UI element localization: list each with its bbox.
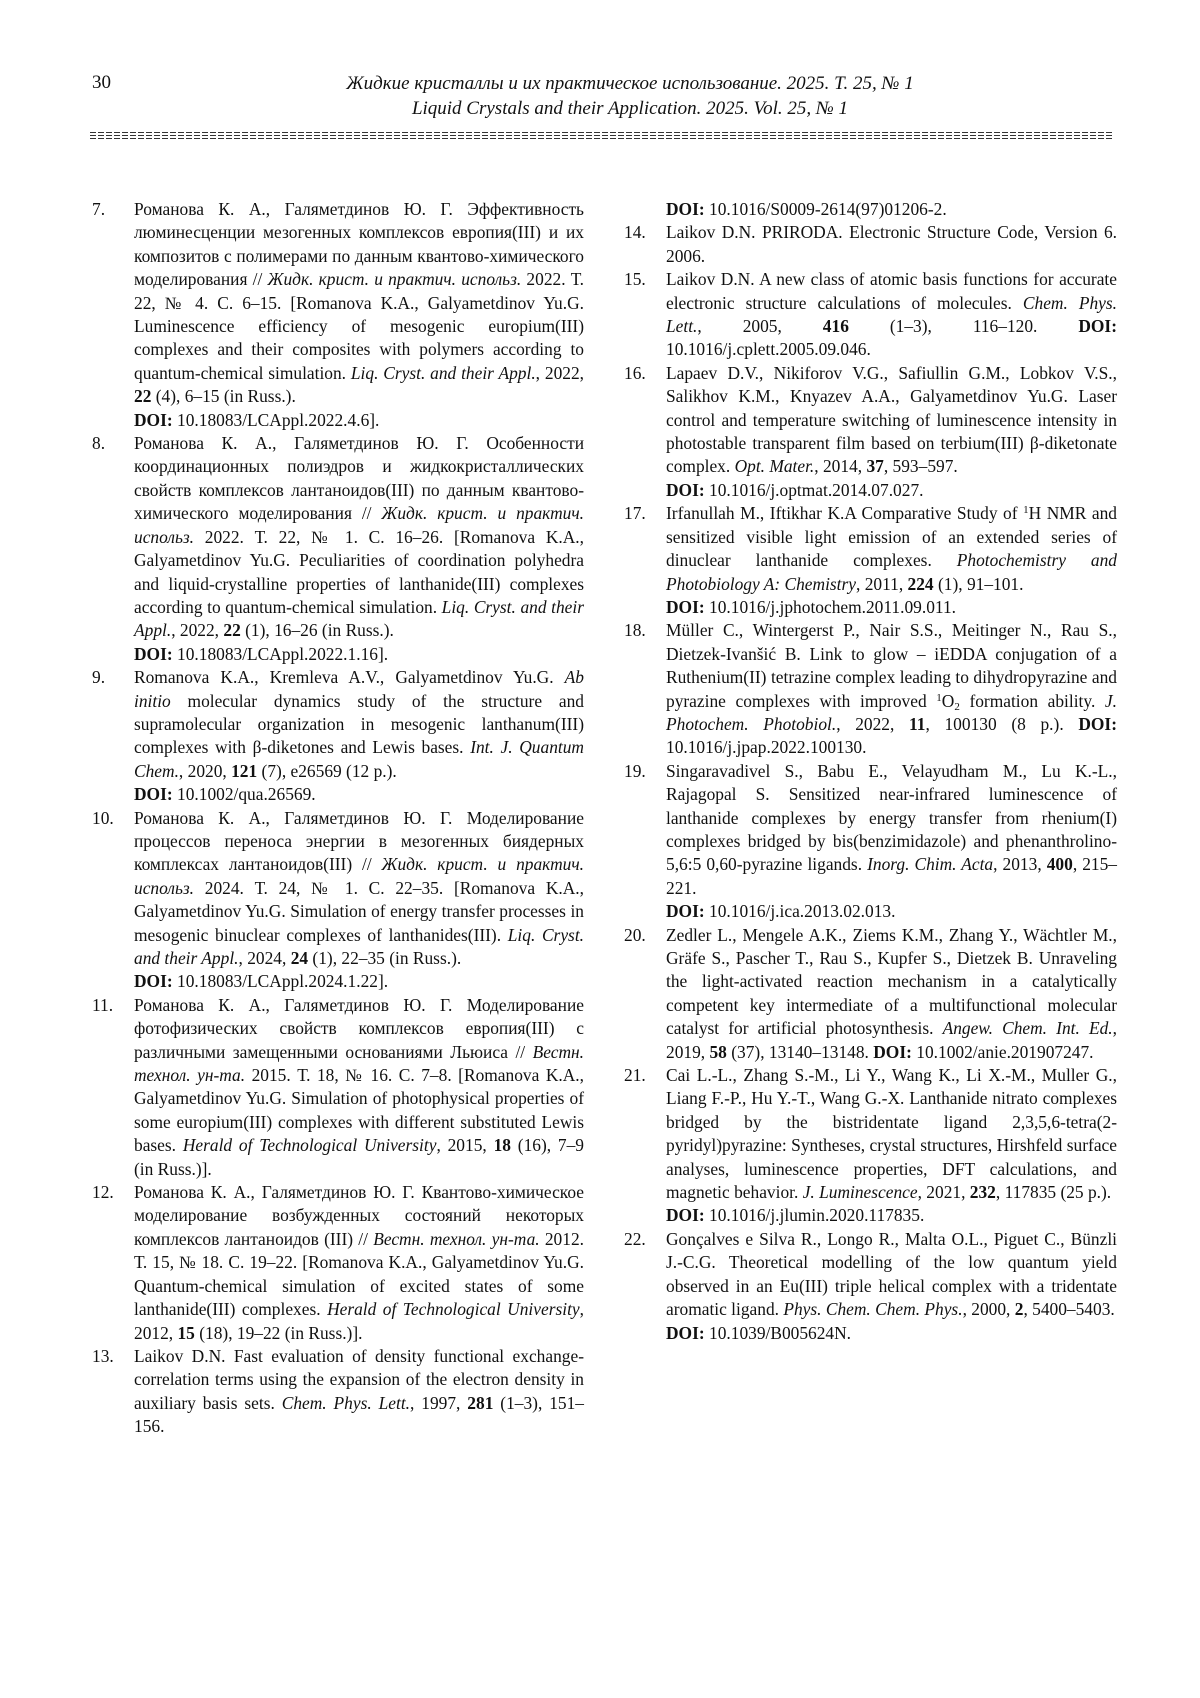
doi-value: 10.1016/j.jphotochem.2011.09.011. bbox=[704, 596, 956, 617]
doi-value: 10.1016/j.optmat.2014.07.027. bbox=[704, 479, 924, 500]
reference-item bbox=[92, 807, 584, 994]
reference-item bbox=[624, 502, 1117, 619]
doi-label: DOI: bbox=[666, 901, 705, 922]
reference-item bbox=[624, 760, 1117, 924]
reference-number: 9. bbox=[92, 667, 106, 688]
reference-item bbox=[92, 1345, 584, 1439]
doi-label: DOI: bbox=[666, 1322, 705, 1343]
journal-title-ru: Жидкие кристаллы и их практическое использование. 2025. Т. 25, № 1 bbox=[346, 73, 914, 94]
reference-text: Irfanullah M., Iftikhar K.A Comparative Study of $^1$H NMR and sensitized visible light emission of an extended series of dinuclear lanthanide complexes. Photochemistry and Photobiology A: Chemistry, 2011, 224 (1), 91–101. bbox=[666, 503, 1117, 594]
reference-doi bbox=[666, 479, 1117, 502]
reference-item bbox=[92, 994, 584, 1181]
doi-value: 10.18083/LCAppl.2022.1.16]. bbox=[172, 643, 389, 664]
reference-item bbox=[92, 198, 584, 432]
doi-label: DOI: bbox=[666, 1205, 705, 1226]
doi-value: 10.18083/LCAppl.2024.1.22]. bbox=[172, 971, 389, 992]
reference-item bbox=[92, 432, 584, 666]
reference-text: Romanova K.A., Kremleva A.V., Galyametdinov Yu.G. Ab initio molecular dynamics study of the structure and supramolecular organization in mesogenic lanthanum(III) complexes with β-diketones and Lewis bases. Int. J. Quantum Chem., 2020, 121 (7), e26569 (12 p.). bbox=[134, 667, 584, 781]
reference-number: 8. bbox=[92, 433, 106, 454]
reference-text: Lapaev D.V., Nikiforov V.G., Safiullin G.M., Lobkov V.S., Salikhov K.M., Knyazev A.A., Galyametdinov Yu.G. Laser control and temperature switching of luminescence intensity in photostable transparent film based on terbium(III) β-diketonate complex. Opt. Mater., 2014, 37, 593–597. bbox=[666, 362, 1117, 477]
reference-text: Laikov D.N. PRIRODA. Electronic Structure Code, Version 6. 2006. bbox=[666, 222, 1117, 266]
reference-text: Романова К. А., Галяметдинов Ю. Г. Особенности координационных полиэдров и жидкокристаллических свойств комплексов лантаноидов(III) по данным квантово-химического моделирования // Жидк. крист. и практич. использ. 2022. Т. 22, № 1. С. 16–26. [Romanova K.A., Galyametdinov Yu.G. Peculiarities of coordination polyhedra and liquid-crystalline properties of lanthanide(III) complexes according to quantum-chemical simulation. Liq. Cryst. and their Appl., 2022, 22 (1), 16–26 (in Russ.). bbox=[134, 433, 584, 641]
reference-doi bbox=[134, 783, 584, 806]
reference-number: 12. bbox=[92, 1182, 114, 1203]
reference-number: 10. bbox=[92, 807, 114, 828]
reference-number: 19. bbox=[624, 760, 646, 781]
page-number: 30 bbox=[92, 72, 111, 93]
reference-item bbox=[624, 924, 1117, 1064]
reference-item bbox=[624, 221, 1117, 268]
reference-doi bbox=[134, 409, 584, 432]
reference-number: 11. bbox=[92, 994, 114, 1015]
doi-label: DOI: bbox=[666, 199, 705, 219]
reference-number: 22. bbox=[624, 1228, 646, 1249]
reference-text: Романова К. А., Галяметдинов Ю. Г. Квантово-химическое моделирование возбужденных состояний некоторых комплексов лантаноидов (III) // Вестн. технол. ун-та. 2012. Т. 15, № 18. С. 19–22. [Romanova K.A., Galyametdinov Yu.G. Quantum-chemical simulation of excited states of some lanthanide(III) complexes. Herald of Technological University, 2012, 15 (18), 19–22 (in Russ.)]. bbox=[134, 1182, 584, 1343]
carry-over-doi bbox=[624, 198, 1117, 221]
doi-value: 10.18083/LCAppl.2022.4.6]. bbox=[172, 409, 380, 430]
reference-doi bbox=[666, 900, 1117, 923]
header-rule bbox=[90, 132, 1112, 139]
reference-doi bbox=[666, 596, 1117, 619]
reference-number: 16. bbox=[624, 362, 646, 383]
reference-number: 7. bbox=[92, 199, 106, 219]
journal-title-en: Liquid Crystals and their Application. 2025. Vol. 25, № 1 bbox=[411, 97, 849, 119]
journal-header bbox=[0, 72, 1200, 121]
doi-value: 10.1016/j.jlumin.2020.117835. bbox=[704, 1205, 925, 1226]
reference-text: Laikov D.N. Fast evaluation of density functional exchange-correlation terms using the expansion of the electron density in auxiliary basis sets. Chem. Phys. Lett., 1997, 281 (1–3), 151–156. bbox=[134, 1345, 584, 1437]
doi-label: DOI: bbox=[134, 971, 173, 992]
reference-item bbox=[624, 619, 1117, 759]
reference-number: 21. bbox=[624, 1065, 646, 1086]
left-column bbox=[92, 198, 584, 1439]
doi-value: 10.1016/j.ica.2013.02.013. bbox=[704, 901, 896, 922]
right-refs bbox=[624, 221, 1117, 1345]
reference-text: Cai L.-L., Zhang S.-M., Li Y., Wang K., Li X.-M., Muller G., Liang F.-P., Hu Y.-T., Wang G.-X. Lanthanide nitrato complexes bridged by the bistridentate ligand 2,3,5,6-tetra(2-pyridyl)pyrazine: Syntheses, crystal structures, Hirshfeld surface analyses, luminescence properties, DFT calculations, and magnetic behavior. J. Luminescence, 2021, 232, 117835 (25 p.). bbox=[666, 1065, 1117, 1203]
doi-value: 10.1016/S0009-2614(97)01206-2. bbox=[709, 199, 947, 219]
reference-number: 20. bbox=[624, 924, 646, 945]
reference-text: Романова К. А., Галяметдинов Ю. Г. Эффективность люминесценции мезогенных комплексов европия(III) и их композитов с полимерами по данным квантово-химического моделирования // Жидк. крист. и практич. использ. 2022. Т. 22, № 4. С. 6–15. [Romanova K.A., Galyametdinov Yu.G. Luminescence efficiency of mesogenic europium(III) complexes and their composites with polymers according to quantum-chemical simulation. Liq. Cryst. and their Appl., 2022, 22 (4), 6–15 (in Russ.). bbox=[134, 199, 584, 407]
reference-doi bbox=[134, 970, 584, 993]
reference-text: Singaravadivel S., Babu E., Velayudham M., Lu K.-L., Rajagopal S. Sensitized near-infrared luminescence of lanthanide complexes by energy transfer from rhenium(I) complexes bridged by bis(benzimidazole) and phenanthrolino-5,6:5 0,60-pyrazine ligands. Inorg. Chim. Acta, 2013, 400, 215–221. bbox=[666, 760, 1117, 898]
reference-text: Романова К. А., Галяметдинов Ю. Г. Моделирование фотофизических свойств комплексов европия(III) с различными замещенными основаниями Льюиса // Вестн. технол. ун-та. 2015. Т. 18, № 16. С. 7–8. [Romanova K.A., Galyametdinov Yu.G. Simulation of photophysical properties of some europium(III) complexes with different substituted Lewis bases. Herald of Technological University, 2015, 18 (16), 7–9 (in Russ.)]. bbox=[134, 994, 585, 1179]
reference-doi bbox=[666, 1322, 1117, 1345]
doi-value: 10.1002/qua.26569. bbox=[172, 784, 316, 805]
reference-text: Müller C., Wintergerst P., Nair S.S., Meitinger N., Rau S., Dietzek-Ivanšić B. Link to glow – iEDDA conjugation of a Ruthenium(II) tetrazine complex leading to dihydropyrazine and pyrazine complexes with improved $^1O_2$ formation ability. J. Photochem. Photobiol., 2022, 11, 100130 (8 p.). DOI: 10.1016/j.jpap.2022.100130. bbox=[666, 620, 1117, 758]
doi-value: 10.1039/B005624N. bbox=[704, 1322, 852, 1343]
reference-item bbox=[624, 1228, 1117, 1345]
reference-text: Laikov D.N. A new class of atomic basis functions for accurate electronic structure calculations of molecules. Chem. Phys. Lett., 2005, 416 (1–3), 116–120. DOI: 10.1016/j.cplett.2005.09.046. bbox=[666, 269, 1118, 360]
doi-label: DOI: bbox=[666, 596, 705, 617]
doi-label: DOI: bbox=[666, 479, 705, 500]
reference-number: 15. bbox=[624, 269, 646, 290]
right-column bbox=[624, 198, 1117, 1345]
reference-item bbox=[624, 362, 1117, 502]
reference-number: 14. bbox=[624, 222, 646, 243]
reference-item bbox=[92, 1181, 584, 1345]
doi-label: DOI: bbox=[134, 643, 173, 664]
reference-number: 17. bbox=[624, 503, 646, 524]
doi-label: DOI: bbox=[134, 409, 173, 430]
reference-number: 18. bbox=[624, 620, 646, 641]
reference-item bbox=[624, 1064, 1117, 1228]
reference-doi bbox=[666, 1204, 1117, 1227]
reference-item bbox=[92, 666, 584, 806]
reference-doi bbox=[134, 643, 584, 666]
doi-label: DOI: bbox=[134, 784, 173, 805]
reference-text: Романова К. А., Галяметдинов Ю. Г. Моделирование процессов переноса энергии в мезогенных биядерных комплексах лантаноидов(III) // Жидк. крист. и практич. использ. 2024. Т. 24, № 1. С. 22–35. [Romanova K.A., Galyametdinov Yu.G. Simulation of energy transfer processes in mesogenic binuclear complexes of lanthanides(III). Liq. Cryst. and their Appl., 2024, 24 (1), 22–35 (in Russ.). bbox=[134, 807, 584, 968]
reference-number: 13. bbox=[92, 1345, 114, 1366]
reference-item bbox=[624, 268, 1117, 362]
reference-text: Gonçalves e Silva R., Longo R., Malta O.L., Piguet C., Bünzli J.-C.G. Theoretical modelling of the low quantum yield observed in an Eu(III) triple helical complex with a tridentate aromatic ligand. Phys. Chem. Chem. Phys., 2000, 2, 5400–5403. bbox=[666, 1228, 1117, 1320]
reference-text: Zedler L., Mengele A.K., Ziems K.M., Zhang Y., Wächtler M., Gräfe S., Pascher T., Rau S., Kupfer S., Dietzek B. Unraveling the light-activated reaction mechanism in a catalytically competent key intermediate of a multifunctional molecular catalyst for artificial photosynthesis. Angew. Chem. Int. Ed., 2019, 58 (37), 13140–13148. DOI: 10.1002/anie.201907247. bbox=[666, 924, 1117, 1062]
